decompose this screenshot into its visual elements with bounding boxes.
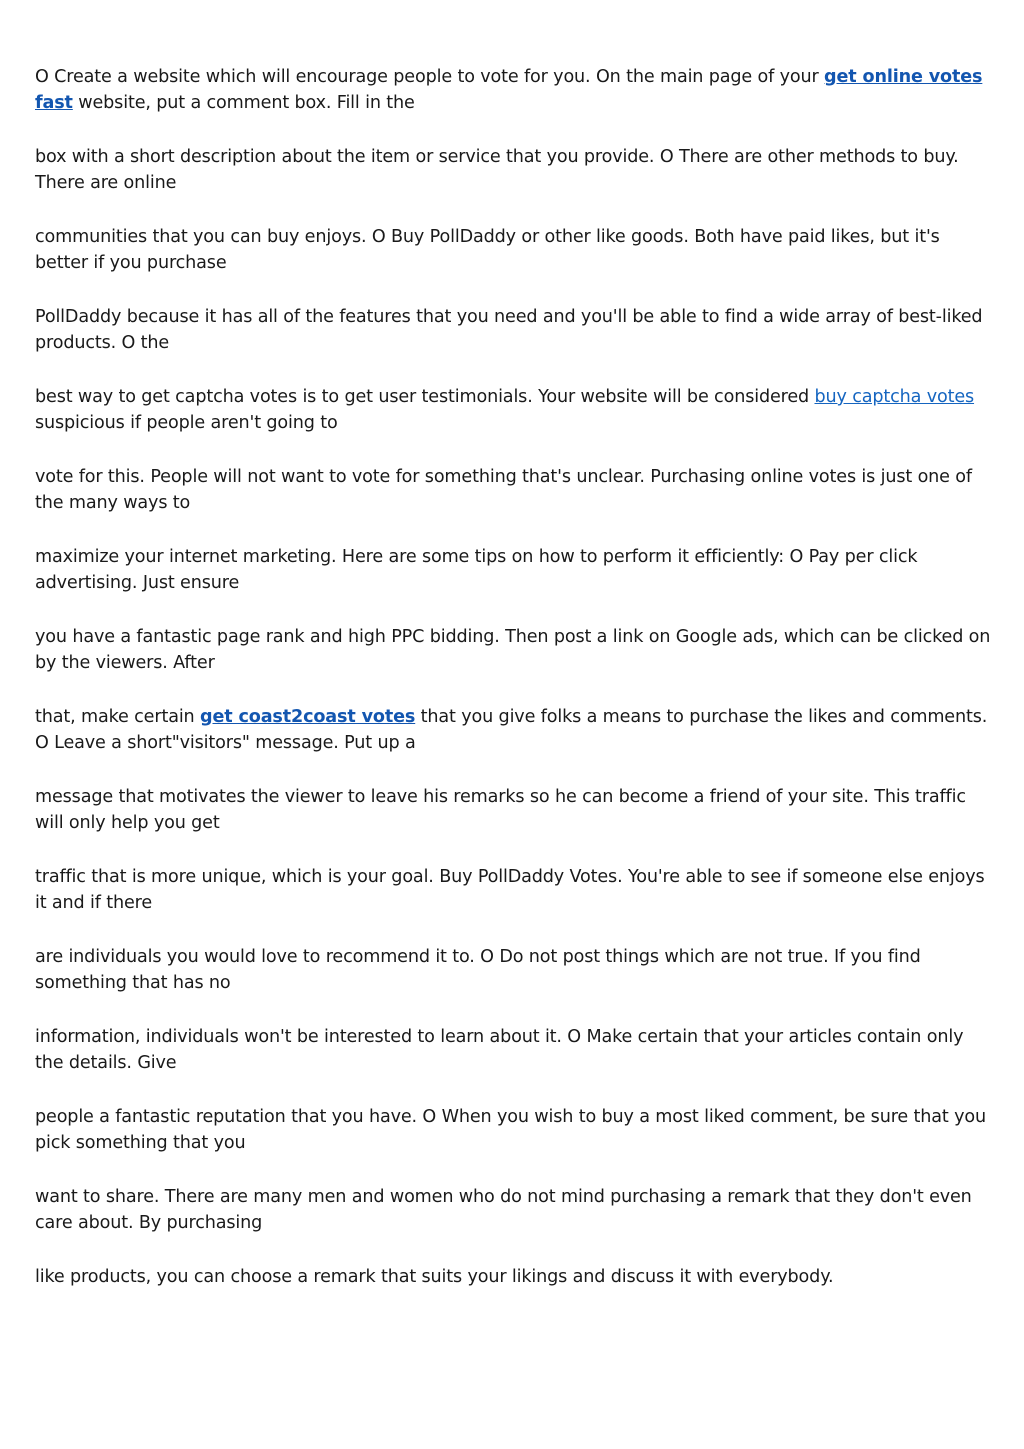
buy-captcha-votes-link[interactable]: buy captcha votes	[814, 387, 975, 407]
get-online-votes-fast-link[interactable]: get online votes fast	[35, 67, 983, 113]
paragraph-7: maximize your internet marketing. Here are some tips on how to perform it efficiently: O Pay per click advertising. Just ensure	[35, 547, 918, 593]
paragraph-1	[35, 64, 995, 116]
paragraph-9	[35, 704, 995, 756]
paragraph-text: that you give folks a means to purchase the likes and comments. O Leave a short"visitors" message. Put up a	[35, 707, 988, 753]
paragraph-13: information, individuals won't be interested to learn about it. O Make certain that your articles contain only the details. Give	[35, 1027, 964, 1073]
paragraph-12: are individuals you would love to recommend it to. O Do not post things which are not true. If you find something that has no	[35, 947, 921, 993]
paragraph-16: like products, you can choose a remark that suits your likings and discuss it with everybody.	[35, 1267, 834, 1287]
paragraph-11: traffic that is more unique, which is your goal. Buy PollDaddy Votes. You're able to see if someone else enjoys it and if there	[35, 867, 985, 913]
get-coast2coast-votes-link[interactable]: get coast2coast votes	[200, 707, 416, 727]
paragraph-text: that, make certain	[35, 707, 201, 727]
paragraph-2: box with a short description about the item or service that you provide. O There are other methods to buy. There are online	[35, 147, 959, 193]
paragraph-8: you have a fantastic page rank and high PPC bidding. Then post a link on Google ads, which can be clicked on by the viewers. After	[35, 627, 991, 673]
paragraph-3: communities that you can buy enjoys. O Buy PollDaddy or other like goods. Both have paid likes, but it's better if you purchase	[35, 227, 940, 273]
paragraph-10: message that motivates the viewer to leave his remarks so he can become a friend of your site. This traffic will only help you get	[35, 787, 966, 833]
paragraph-text: website, put a comment box. Fill in the	[72, 93, 415, 113]
paragraph-5	[35, 384, 995, 436]
paragraph-14: people a fantastic reputation that you have. O When you wish to buy a most liked comment, be sure that you pick something that you	[35, 1107, 986, 1153]
paragraph-6: vote for this. People will not want to vote for something that's unclear. Purchasing online votes is just one of the many ways to	[35, 467, 972, 513]
document-page	[35, 64, 995, 1318]
paragraph-text: suspicious if people aren't going to	[35, 413, 338, 433]
paragraph-4: PollDaddy because it has all of the features that you need and you'll be able to find a wide array of best-liked products. O the	[35, 307, 983, 353]
paragraph-text: O Create a website which will encourage people to vote for you. On the main page of your	[35, 67, 825, 87]
paragraph-15: want to share. There are many men and women who do not mind purchasing a remark that they don't even care about. By purchasing	[35, 1187, 972, 1233]
paragraph-text: best way to get captcha votes is to get user testimonials. Your website will be considered	[35, 387, 815, 407]
